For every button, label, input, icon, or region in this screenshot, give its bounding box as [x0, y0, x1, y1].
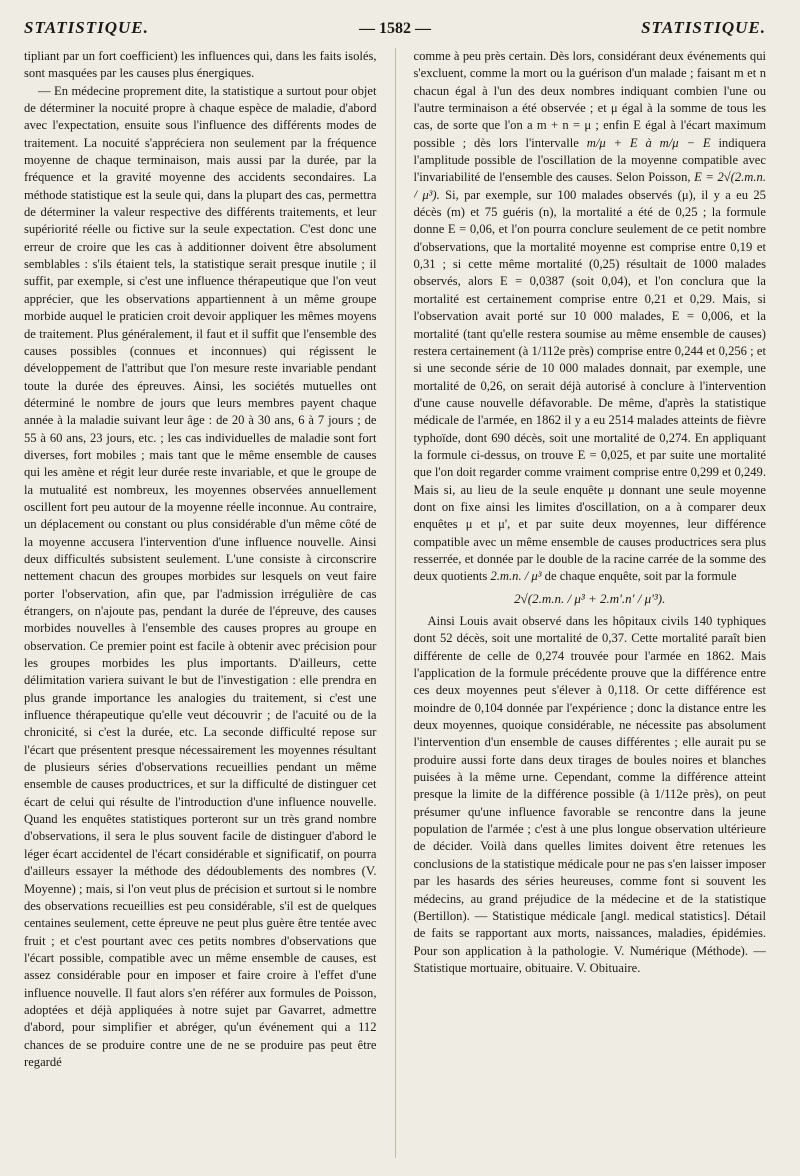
- two-column-body: [24, 48, 766, 1158]
- left-running-title: STATISTIQUE.: [24, 18, 149, 37]
- page-number: — 1582 —: [359, 20, 431, 37]
- right-text-poisson: indiquera l'amplitude possible de l'oscillation de la moyenne compatible avec l'invariabilité de l'ensemble des causes. Selon Poisson,: [413, 135, 766, 185]
- right-text-example: Si, par exemple, sur 100 malades observés (μ), il y a eu 25 décès (m) et 75 guéris (n), la mortalité a été de 0,25 ; la formule donne E = 0,06, et l'on pourra conclure seulement de ce petit nombre d'observations, que la mortalité moyenne est comprise entre 0,19 et 0,31 ; si cette même mortalité (0,25) résultait de 1000 malades observés, alors E = 0,0387 (soit 0,04), et l'on conclura que la mortalité est certainement comprise entre 0,21 et 0,29. Mais, si l'observation avait porté sur 10 000 malades, E = 0,006, et la mortalité (tant qu'elle restera soumise au même ensemble de causes) restera certainement (à 1/112e près) comprise entre 0,244 et 0,256 ; et si une seconde série de 10 000 malades donnait, par exemple, une mortalité de 0,26, on serait déjà autorisé à conclure à l'intervention d'une cause nouvelle défavorable. De même, d'après la statistique médicale de l'armée, en 1862 il y a eu 2514 malades atteints de fièvre typhoïde, dont 690 décès, soit une mortalité de 0,274. En appliquant la formule ci-dessus, on trouve E = 0,025, et par suite une mortalité que l'on doit regarder comme vraiment comprise entre 0,299 et 0,249. Mais si, au lieu de la seule enquête μ donnant une seule moyenne dont on fixe ainsi les limites d'oscillation, on a à comparer deux enquêtes μ et μ', et par suite deux moyennes, leur différence compatible avec un même ensemble de causes productrices sera plus resserrée, et donnée par le double de la racine carrée de la somme des deux quotients: [413, 187, 766, 584]
- right-column: [414, 48, 767, 1158]
- interval-formula: m/μ + E à m/μ − E: [586, 135, 711, 150]
- right-paragraph-louis: Ainsi Louis avait observé dans les hôpitaux civils 140 typhiques dont 52 décès, soit une mortalité de 0,37. Cette mortalité paraît bien différente de celle de 0,274 trouvée pour l'armée en 1862. Mais l'application de la formule précédente prouve que la différence entre ces deux moyennes peut s'élever à 0,118. Or cette différence est moindre de 0,104 donnée par l'expérience ; donc la distance entre les deux moyennes, quoique considérable, ne nécessite pas absolument l'intervention d'un ensemble de causes différentes ; elle aurait pu se produire aussi forte dans deux tirages de boules noires et blanches puisées à la même urne. Cependant, comme la différence atteint presque la limite de la différence possible (à 1/112e près), on peut présumer qu'une influence favorable se rencontre dans la jeune population de l'armée ; c'est à une plus longue observation ultérieure de décider. Voilà dans quelles limites doivent être retenues les conclusions de la statistique médicale pour ne pas s'en laisser imposer par les hasards des séries heureuses, comme font si souvent les médecins, au grand préjudice de la médecine et de la statistique (Bertillon). — Statistique médicale [angl. medical statistics]. Détail de faits se rapportant aux morts, naissances, maladies, épidémies. Pour son application à la pathologie. V. Numérique (Méthode). — Statistique mortuaire, obituaire. V. Obituaire.: [413, 614, 766, 975]
- right-paragraph-intro: [414, 48, 767, 586]
- right-text-formula-lead: de chaque enquête, soit par la formule: [544, 569, 737, 584]
- right-running-title: STATISTIQUE.: [641, 18, 766, 37]
- left-column: [24, 48, 377, 1158]
- difference-formula-text: 2√(2.m.n. / μ³ + 2.m'.n' / μ'³).: [514, 590, 666, 606]
- quotient-formula: 2.m.n. / μ³: [490, 569, 542, 584]
- running-header: [24, 18, 766, 48]
- column-separator: [395, 48, 396, 1158]
- poisson-formula: E = 2√(2.m.n. / μ³).: [413, 170, 766, 202]
- right-text-intro: comme à peu près certain. Dès lors, considérant deux événements qui s'excluent, comme la mort ou la guérison d'un malade ; faisant m et n chacun égal à l'un des deux nombres indiquant combien l'une ou l'autre terminaison a été observée ; et μ égal à la somme de tous les cas, de sorte que l'on a m + n = μ ; enfin E égal à l'écart maximum possible ; dès lors l'intervalle: [413, 49, 766, 150]
- difference-formula: [414, 590, 767, 607]
- left-paragraph-continuation: tipliant par un fort coefficient) les influences qui, dans les faits isolés, sont masquées par les causes plus énergiques.: [24, 49, 377, 81]
- left-paragraph-medecine: — En médecine proprement dite, la statistique a surtout pour objet de déterminer la nocuité propre à chaque espèce de maladie, d'abord avec l'expectation, ensuite sous l'influence des différents modes de traitement. La nocuité s'appréciera non seulement par la fréquence moyenne de chaque terminaison, mais aussi par la durée, par la fréquence et la gravité moyenne des accidents secondaires. La méthode statistique est la seule qui, dans la plupart des cas, permettra de déterminer la valeur respective des différents traitements, et leur supériorité réelle ou fictive sur la seule expectation. C'est donc une erreur de croire que les cas à additionner doivent être absolument semblables : s'ils étaient tels, la statistique serait presque inutile ; il suffit, par exemple, si c'est une influence thérapeutique que l'on veut apprécier, que les observations appartiennent à un même groupe morbide auquel le praticien croit devoir appliquer les mêmes moyens de traitement. Plus généralement, il faut et il suffit que l'ensemble des causes possibles (connues et inconnues) qui régissent le développement de l'attribut que l'on mesure reste invariable pendant toute la durée des épreuves. Ainsi, les sociétés mutuelles ont déterminé le nombre de jours que leurs membres payent chaque année à la maladie suivant leur âge : de 20 à 30 ans, 6 à 7 jours ; de 55 à 60 ans, 23 jours, etc. ; les cas individuelles de maladie sont fort diverses, fort mobiles ; mais tant que le même ensemble de causes qui les amène et régit leur durée reste invariable, et que le groupe de la mutualité est nombreux, les moyennes observées annuellement oscillent fort peu autour de la moyenne réelle inconnue. Au contraire, un déplacement ou constant ou plus considérable d'un même côté de la moyenne accusera l'intervention d'une influence nouvelle. Ainsi deux difficultés subsistent seulement. L'une consiste à circonscrire nettement chacun des groupes morbides sur lesquels on veut faire porter l'observation, afin que, par l'admission irrégulière de cas étrangers, on n'ajoute pas, pendant la durée de l'épreuve, des causes morbides nouvelles à l'ensemble des causes propres au groupe en observation. Ce premier point est facile à obtenir avec précision pour les groupes morbides les plus importants. D'ailleurs, cette délimitation variera suivant le but de l'investigation : elle prendra en plus grande importance les analogies du traitement, si c'est une influence thérapeutique qu'elle veut découvrir ; de l'acuité ou de la chronicité, si c'est la durée, etc. La seconde difficulté repose sur l'écart que présentent presque nécessairement les moyennes résultant de plusieurs séries d'observations recueillies pendant un même ensemble de causes productrices, et sur la difficulté de distinguer cet écart de celui qui résulte de l'introduction d'une influence nouvelle. Quand les enquêtes statistiques porteront sur un très grand nombre d'observations, il sera le plus souvent facile de distinguer d'abord le léger écart accidentel de l'écart considérable et significatif, on pourra d'ailleurs essayer la méthode des dédoublements des nombres (V. Moyenne) ; mais, si l'on veut plus de précision et surtout si le nombre des observations recueillies est peu considérable, s'il est de quelques centaines seulement, cette épreuve ne peut plus guère être tentée avec fruit ; et c'est pourtant avec ces petits nombres d'observations que l'écart possible, compatible avec un même ensemble de causes, est assez considérable pour en imposer et faire croire à l'effet d'une influence nouvelle. Il faut alors s'en référer aux formules de Poisson, adoptées et déjà appliquées à notre sujet par Gavarret, admettre d'abord, pour simplifier et abréger, qu'un événement qui a 112 chances de se produire contre une de ne se produire pas peut être regardé: [24, 83, 377, 1069]
